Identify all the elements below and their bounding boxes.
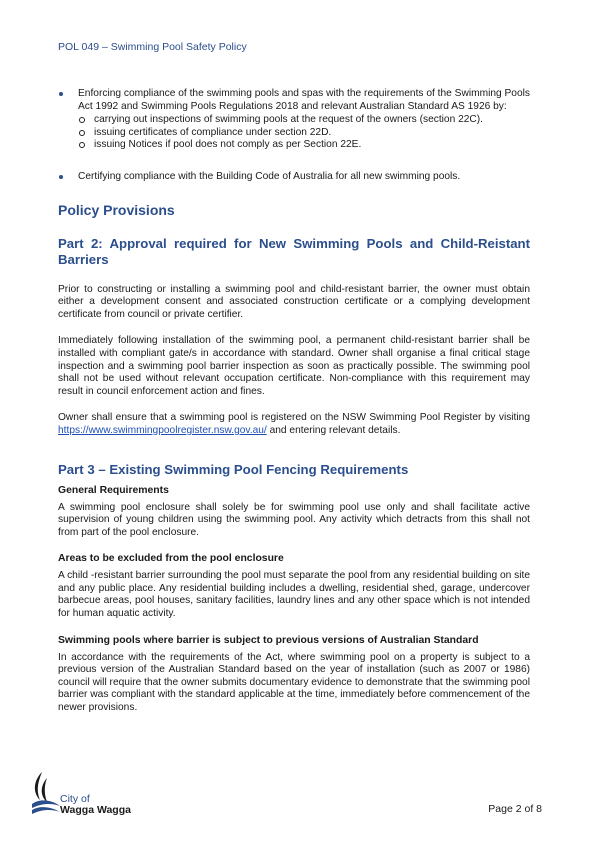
responsibility-list: [58, 88, 530, 184]
sub-list: [78, 114, 530, 152]
subsection-heading: General Requirements: [58, 484, 169, 496]
logo-line-name: Wagga Wagga: [60, 804, 131, 816]
paragraph: A child -resistant barrier surrounding the pool must separate the pool from any residential building on site and any public place. Any residential building includes a dwelling, residential shed, garage, undercover barbecue areas, pool houses, sanitary facilities, laundry lines and any other space which is not intended for human aquatic activity.: [58, 570, 530, 620]
paragraph-register: [58, 412, 530, 437]
sub-list-item: [78, 127, 530, 140]
sub-item-text: issuing certificates of compliance under section 22D.: [94, 126, 332, 138]
list-item: [58, 171, 530, 184]
paragraph-text: and entering relevant details.: [266, 424, 401, 436]
paragraph-text: Owner shall ensure that a swimming pool is registered on the NSW Swimming Pool Register by visiting: [58, 412, 530, 424]
sub-list-item: [78, 114, 530, 127]
section-heading-policy-provisions: Policy Provisions: [58, 201, 175, 218]
bullet-text: Enforcing compliance of the swimming pools and spas with the requirements of the Swimming Pools Act 1992 and Swimming Pools Regulations 2018 and relevant Australian Standard AS 1926 by:: [78, 88, 530, 112]
bullet-icon: [59, 175, 63, 179]
paragraph: In accordance with the requirements of the Act, where swimming pool on a property is subject to a previous version of the Australian Standard based on the year of installation (such as 2007 or 1986) council will require that the owner submits documentary evidence to demonstrate that the swimming pool barrier was compliant with the standard applicable at the time, immediately before commencement of the newer provisions.: [58, 651, 530, 714]
document-header: POL 049 – Swimming Pool Safety Policy: [58, 41, 247, 53]
logo-line-city: City of: [60, 793, 90, 805]
subsection-heading: Swimming pools where barrier is subject to previous versions of Australian Standard: [58, 634, 479, 646]
list-item: [58, 88, 530, 152]
register-link[interactable]: https://www.swimmingpoolregister.nsw.gov.au/: [58, 424, 267, 436]
circle-bullet-icon: [79, 117, 85, 123]
paragraph: Immediately following installation of the swimming pool, a permanent child-resistant barrier shall be installed with compliant gate/s in accordance with standard. Owner shall organise a final critical stage inspection and a swimming pool barrier inspection as soon as practically possible. The swimming pool shall not be used without relevant occupation certificate. Non-compliance with this requirement may result in council enforcement action and fines.: [58, 335, 530, 397]
circle-bullet-icon: [79, 142, 85, 148]
page-number: Page 2 of 8: [488, 803, 542, 815]
section-heading-part-2: Part 2: Approval required for New Swimming Pools and Child-Reistant Barriers: [58, 235, 530, 267]
logo-text: [60, 794, 131, 816]
paragraph: Prior to constructing or installing a swimming pool and child-resistant barrier, the owner must obtain either a development consent and associated construction certificate or a complying development certificate from council or private certifier.: [58, 283, 530, 320]
bullet-icon: [59, 92, 63, 96]
circle-bullet-icon: [79, 130, 85, 136]
wagga-wagga-logo-icon: [30, 770, 62, 818]
subsection-heading: Areas to be excluded from the pool enclosure: [58, 553, 284, 565]
sub-item-text: issuing Notices if pool does not comply as per Section 22E.: [94, 139, 362, 151]
page-content: [58, 88, 530, 715]
sub-item-text: carrying out inspections of swimming pools at the request of the owners (section 22C).: [94, 114, 484, 126]
sub-list-item: [78, 139, 530, 152]
section-heading-part-3: Part 3 – Existing Swimming Pool Fencing Requirements: [58, 461, 409, 477]
city-logo: [30, 770, 140, 820]
paragraph: A swimming pool enclosure shall solely be for swimming pool use only and shall facilitate active supervision of young children using the swimming pool. Any activity which detracts from this shall not from part of the pool enclosure.: [58, 501, 530, 538]
bullet-text: Certifying compliance with the Building Code of Australia for all new swimming pools.: [78, 170, 461, 182]
